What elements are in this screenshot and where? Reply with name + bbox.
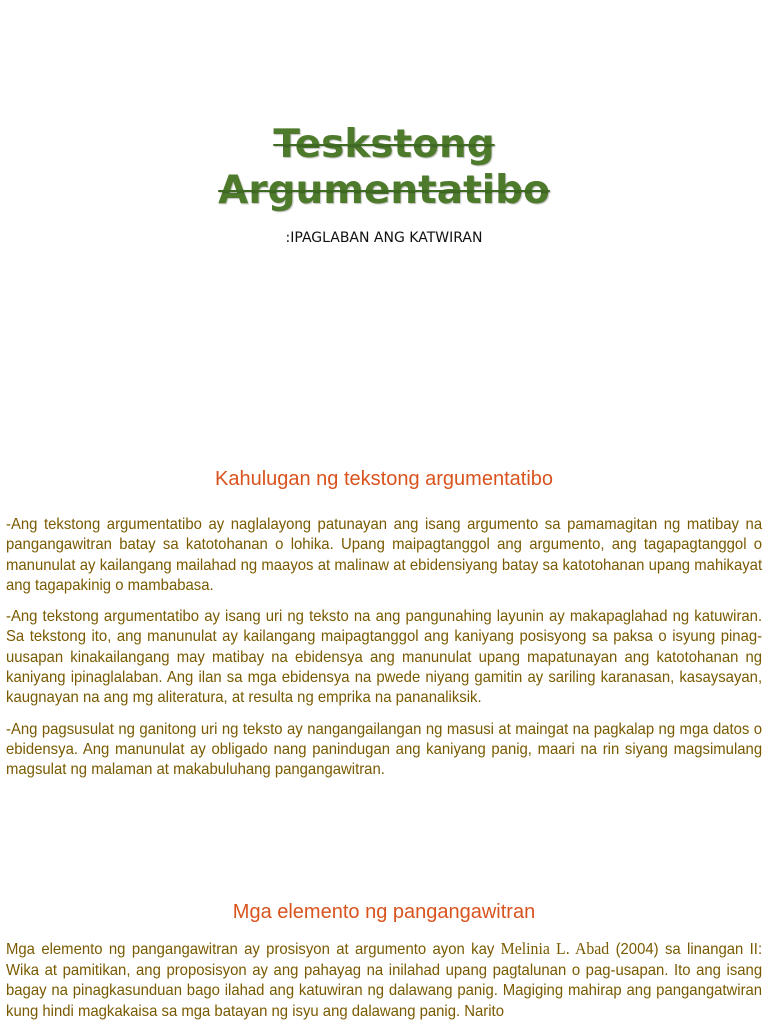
- definition-body: [6, 515, 762, 792]
- title-line-1: Teskstong: [273, 122, 495, 167]
- slide-subtitle: :IPAGLABAN ANG KATWIRAN: [285, 230, 483, 246]
- elements-body: [6, 939, 762, 1022]
- title-slide: [0, 0, 768, 440]
- definition-paragraph-3: -Ang pagsusulat ng ganitong uri ng teksto ay nangangailangan ng masusi at maingat na pagkalap ng mga datos o ebidensya. Ang manunulat ay obligado nang panindugan ang kaniyang panig, maari na rin siyang magsimulang magsulat ng malaman at makabuluhang pangangawitran.: [6, 720, 763, 779]
- title-line-2: Argumentatibo: [218, 168, 550, 213]
- elements-text-rest: (2004) sa linangan II: Wika at pamitikan, ang proposisyon ay ang pahayag na inilahad upang pagtalunan o pag-usapan. Ito ang isang bagay na pinagkasunduan bago ilahad ang katuwiran ng dalawang panig. Magiging mahirap ang pangangatwiran kung hindi magkakaisa sa mga batayan ng isyu ang dalawang panig. Narito: [6, 941, 763, 1020]
- elements-text-start: Mga elemento ng pangangawitran ay prosisyon at argumento ayon kay: [6, 941, 501, 958]
- slide-title: [0, 122, 768, 214]
- definition-paragraph-2: -Ang tekstong argumentatibo ay isang uri ng teksto na ang pangunahing layunin ay makapaglahad ng katuwiran. Sa tekstong ito, ang manunulat ay kailangang maipagtanggol ang kaniyang posisyong sa paksa o isyung pinag-uusapan kinakailangang may matibay na ebidensya ang manunulat upang mapatunayan ang katotohanan ng kaniyang ipinaglalaban. Ang ilan sa mga ebidensya na pwede niyang gamitin ay sariling karanasan, kasaysayan, kaugnayan na ang mg aliteratura, at resulta ng emprika na pananaliksik.: [6, 608, 763, 707]
- definition-paragraph-1: -Ang tekstong argumentatibo ay naglalayong patunayan ang isang argumento sa pamamagitan ng matibay na pangangawitran batay sa katotohanan o lohika. Upang maipagtanggol ang argumento, ang tagapagtanggol o manunulat ay kailangang mailahad ng maayos at malinaw at ebidensiyang batay sa katotohanan upang mahikayat ang tagapakinig o mambabasa.: [6, 516, 763, 594]
- definition-heading: Kahulugan ng tekstong argumentatibo: [214, 468, 554, 490]
- elements-heading: Mga elemento ng pangangawitran: [232, 901, 536, 923]
- author-name: Melinia L. Abad: [500, 939, 610, 958]
- elements-paragraph: [6, 939, 762, 1022]
